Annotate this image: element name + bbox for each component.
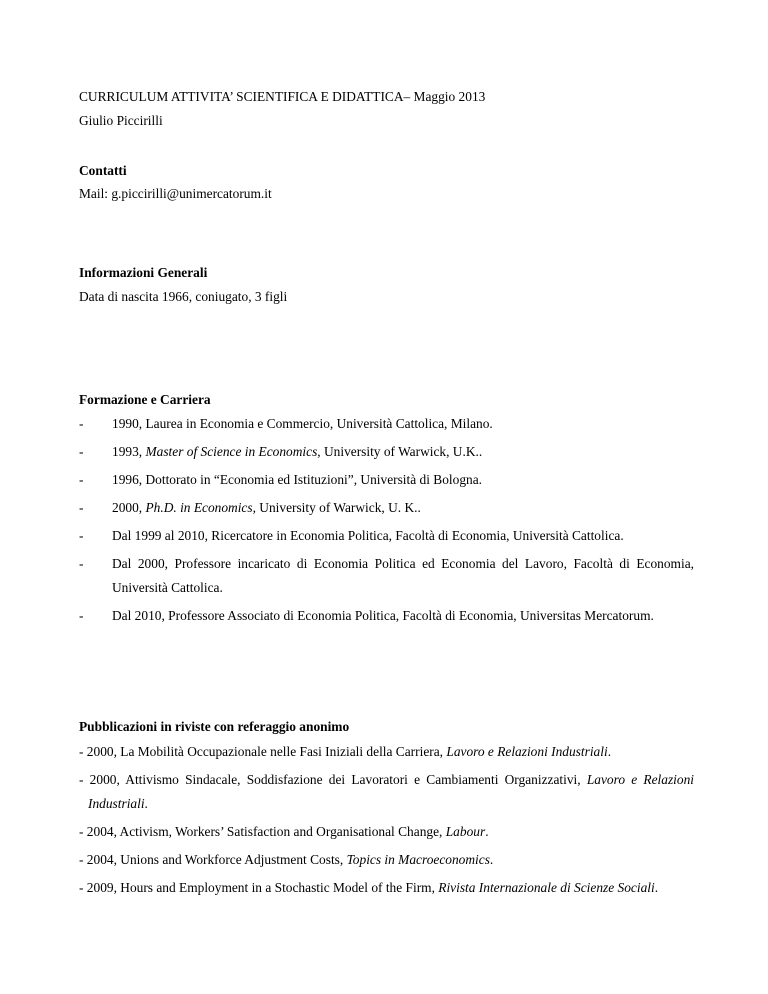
publication-text: . (607, 744, 612, 759)
career-item (79, 524, 694, 548)
formazione-heading: Formazione e Carriera (79, 392, 211, 407)
list-dash: - (79, 472, 84, 487)
publication-item (79, 876, 694, 900)
career-text-italic: Ph.D. in Economics, (145, 500, 256, 515)
career-text: 1993, (112, 444, 146, 459)
publication-text: . (489, 852, 494, 867)
publication-text: - 2004, Activism, Workers’ Satisfaction and Organisational Change, (79, 824, 446, 839)
publication-text: - 2004, Unions and Workforce Adjustment Costs, (79, 852, 347, 867)
list-dash: - (79, 444, 84, 459)
publication-journal: Lavoro e Relazioni Industriali (446, 744, 608, 759)
document-title: CURRICULUM ATTIVITA’ SCIENTIFICA E DIDATTICA– Maggio 2013 (79, 89, 486, 104)
career-item (79, 412, 694, 436)
career-text: Dal 2010, Professore Associato di Economia Politica, Facoltà di Economia, Universitas Mercatorum. (112, 608, 654, 623)
career-text: , University of Warwick, U.K.. (317, 444, 483, 459)
contact-mail: Mail: g.piccirilli@unimercatorum.it (79, 186, 272, 201)
informazioni-heading: Informazioni Generali (79, 265, 208, 280)
career-text: Dal 2000, Professore incaricato di Economia Politica ed Economia del Lavoro, Facoltà di Economia, Università Cattolica. (112, 556, 694, 595)
career-item (79, 604, 694, 628)
list-dash: - (79, 556, 84, 571)
career-text-italic: Master of Science in Economics (145, 444, 318, 459)
career-text: 2000, (112, 500, 146, 515)
publication-text: - 2009, Hours and Employment in a Stochastic Model of the Firm, (79, 880, 439, 895)
publication-item (79, 768, 694, 816)
publication-text: . (485, 824, 489, 839)
publication-journal: Lavoro e Relazioni Industriali (88, 772, 695, 811)
publication-text: . (144, 796, 148, 811)
career-text: 1990, Laurea in Economia e Commercio, Università Cattolica, Milano. (112, 416, 493, 431)
career-item (79, 496, 694, 520)
pubblicazioni-heading: Pubblicazioni in riviste con referaggio anonimo (79, 719, 350, 734)
publication-text: - 2000, La Mobilità Occupazionale nelle Fasi Iniziali della Carriera, (79, 744, 447, 759)
publication-item (79, 820, 694, 844)
career-text: 1996, Dottorato in “Economia ed Istituzioni”, Università di Bologna. (112, 472, 483, 487)
publication-text: - 2000, Attivismo Sindacale, Soddisfazione dei Lavoratori e Cambiamenti Organizzativi, (79, 772, 587, 787)
contatti-heading: Contatti (79, 163, 127, 178)
informazioni-text: Data di nascita 1966, coniugato, 3 figli (79, 289, 288, 304)
publication-text: . (654, 880, 659, 895)
career-item (79, 552, 694, 600)
list-dash: - (79, 608, 84, 623)
publication-item (79, 848, 694, 872)
list-dash: - (79, 528, 84, 543)
publication-journal: Labour (445, 824, 486, 839)
publication-journal: Rivista Internazionale di Scienze Sociali (438, 880, 655, 895)
publication-item (79, 740, 694, 764)
publication-journal: Topics in Macroeconomics (346, 852, 490, 867)
author-name: Giulio Piccirilli (79, 113, 163, 128)
career-item (79, 468, 694, 492)
career-text: Dal 1999 al 2010, Ricercatore in Economia Politica, Facoltà di Economia, Università Cattolica. (112, 528, 624, 543)
career-item (79, 440, 694, 464)
list-dash: - (79, 500, 84, 515)
list-dash: - (79, 416, 84, 431)
career-text: University of Warwick, U. K.. (255, 500, 421, 515)
